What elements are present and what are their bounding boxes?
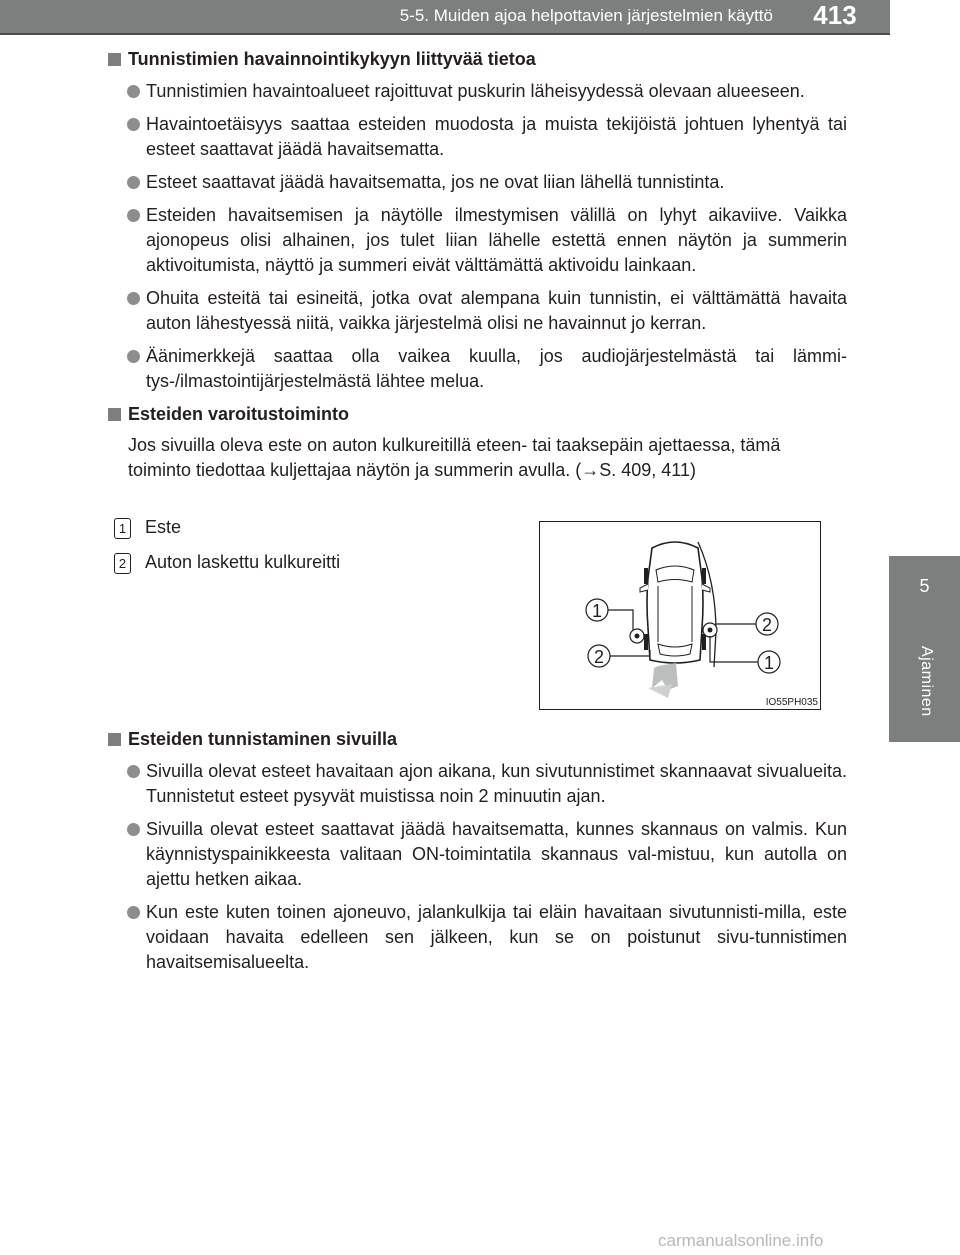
section-heading [107, 47, 847, 71]
legend-label: Este [145, 517, 182, 537]
list-item [107, 817, 847, 892]
list-item [107, 286, 847, 336]
list-item [107, 900, 847, 975]
list-item-text: Sivuilla olevat esteet havaitaan ajon aikana, kun sivutunnistimet skannaavat sivualueita. Tunnistetut esteet pysyvät muistissa noin 2 minuutin ajan. [146, 761, 847, 806]
legend-label: Auton laskettu kulkureitti [145, 552, 341, 572]
list-item-text: Esteet saattavat jäädä havaitsematta, jos ne ovat liian lähellä tunnistinta. [146, 172, 725, 192]
list-item [107, 112, 847, 162]
legend-number: 1 [114, 518, 131, 539]
list-item-text: Esteiden havaitsemisen ja näytölle ilmestymisen välillä on lyhyt aikaviive. Vaikka ajonopeus olisi alhainen, jos tulet liian lähelle estettä ennen näytön ja summerin aktivoitumista, näyttö ja summeri eivät välttämättä aktivoidu lainkaan. [146, 205, 847, 275]
legend-number: 2 [114, 553, 131, 574]
circle-bullet-icon [127, 823, 140, 836]
callout-number: 2 [761, 615, 773, 635]
list-item-text: Äänimerkkejä saattaa olla vaikea kuulla, jos audiojärjestelmästä tai lämmi-tys-/ilmastointijärjestelmästä lähtee melua. [146, 346, 847, 391]
circle-bullet-icon [127, 292, 140, 305]
list-item [107, 79, 847, 104]
content-top [107, 38, 847, 483]
legend-item [107, 517, 407, 541]
circle-bullet-icon [127, 765, 140, 778]
car-sensor-illustration [539, 521, 821, 710]
square-bullet-icon [108, 408, 121, 421]
watermark: carmanualsonline.info [658, 1231, 824, 1250]
list-item-text: Kun este kuten toinen ajoneuvo, jalankulkija tai eläin havaitaan sivutunnisti-milla, este voidaan havaita edelleen sen jälkeen, kun se on poistunut sivu-tunnistimen havaitsemisalueelta. [146, 902, 847, 972]
callout-number: 1 [763, 653, 775, 673]
circle-bullet-icon [127, 176, 140, 189]
page-number: 413 [813, 0, 857, 30]
wheel-icon [644, 634, 648, 650]
section-heading [107, 402, 847, 426]
chapter-name: Ajaminen [918, 646, 935, 717]
header-rule [0, 33, 890, 35]
wheel-icon [644, 568, 648, 584]
list-item-text: Ohuita esteitä tai esineitä, jotka ovat alempana kuin tunnistin, ei välttämättä havaita auton lähestyessä niitä, vaikka järjestelmä olisi ne havainnut jo kerran. [146, 288, 847, 333]
section-heading [107, 727, 847, 751]
callout-number: 2 [593, 647, 605, 667]
mirror-right [702, 584, 710, 592]
figure-code: IO55PH035 [765, 697, 818, 708]
list-item [107, 203, 847, 278]
square-bullet-icon [108, 53, 121, 66]
legend-item [107, 552, 407, 576]
wheel-icon [702, 568, 706, 584]
list-item-text: Tunnistimien havaintoalueet rajoittuvat puskurin läheisyydessä olevaan alueeseen. [146, 81, 805, 101]
circle-bullet-icon [127, 85, 140, 98]
square-bullet-icon [108, 733, 121, 746]
list-item [107, 170, 847, 195]
paragraph: Jos sivuilla oleva este on auton kulkureitillä eteen- tai taaksepäin ajettaessa, tämä toiminto tiedottaa kuljettajaa näytön ja summerin avulla. (→S. 409, 411) [128, 435, 781, 480]
section-heading-text: Tunnistimien havainnointikykyyn liittyvää tietoa [128, 49, 536, 69]
circle-bullet-icon [127, 350, 140, 363]
section-heading-text: Esteiden varoitustoiminto [128, 404, 350, 424]
chapter-number: 5 [919, 576, 930, 596]
car-top-view-svg [540, 522, 820, 709]
circle-bullet-icon [127, 906, 140, 919]
mirror-left [640, 584, 648, 592]
list-item [107, 344, 847, 394]
section-title: 5-5. Muiden ajoa helpottavien järjestelmien käyttö [399, 6, 773, 25]
list-item-text: Havaintoetäisyys saattaa esteiden muodosta ja muista tekijöistä johtuen lyhentyä tai esteet saattavat jäädä havaitsematta. [146, 114, 847, 159]
wheel-icon [702, 634, 706, 650]
circle-bullet-icon [127, 209, 140, 222]
chapter-tab[interactable] [889, 556, 960, 742]
car-body [647, 542, 703, 663]
circle-bullet-icon [127, 118, 140, 131]
list-item-text: Sivuilla olevat esteet saattavat jäädä havaitsematta, kunnes skannaus on valmis. Kun käynnistyspainikkeesta valitaan ON-toimintatila skannaus val-mistuu, kun autolla on ajettu hetken aikaa. [146, 819, 847, 889]
section-heading-text: Esteiden tunnistaminen sivuilla [128, 729, 398, 749]
content-bottom [107, 720, 847, 975]
list-item [107, 759, 847, 809]
callout-number: 1 [591, 601, 603, 621]
